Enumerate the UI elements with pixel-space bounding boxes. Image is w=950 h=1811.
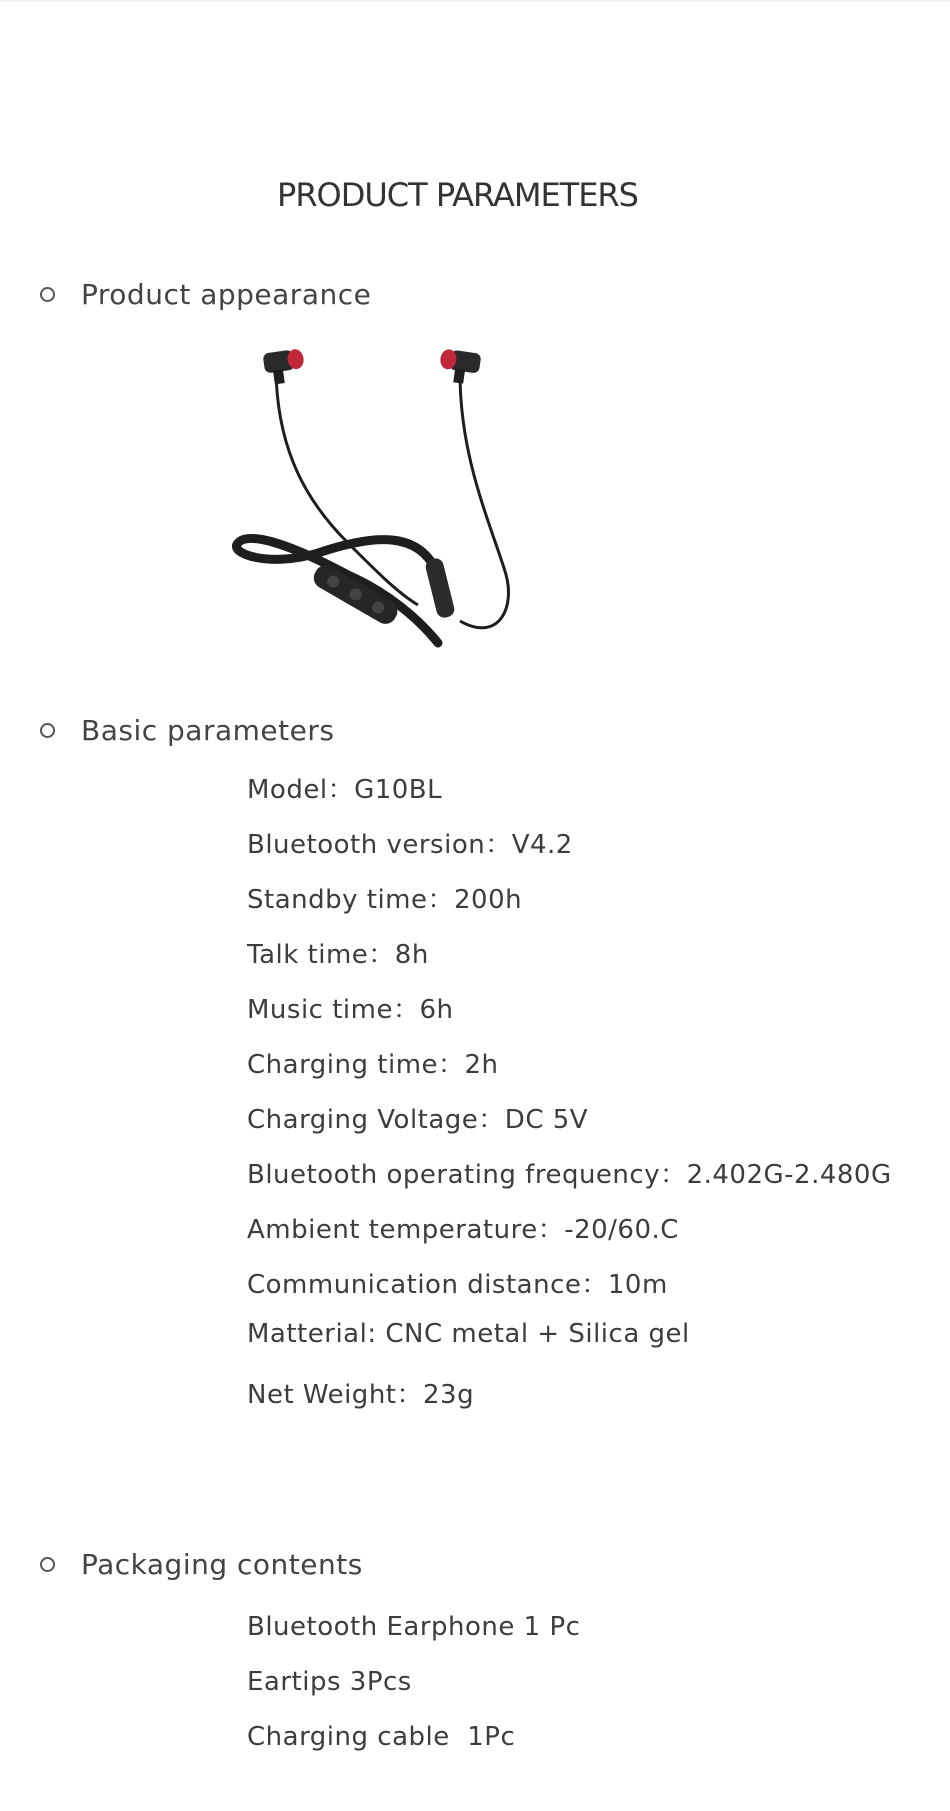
circle-bullet-icon xyxy=(40,723,55,738)
section-label: Product appearance xyxy=(81,278,372,311)
param-music-time: Music time：6h xyxy=(247,995,454,1025)
section-label: Basic parameters xyxy=(81,714,335,747)
page-title: PRODUCT PARAMETERS xyxy=(277,176,638,214)
earphones-image xyxy=(228,343,528,663)
package-item-charging-cable: Charging cable 1Pc xyxy=(247,1722,516,1752)
param-model: Model：G10BL xyxy=(247,775,443,805)
param-bluetooth-version: Bluetooth version：V4.2 xyxy=(247,830,573,860)
param-communication-distance: Communication distance：10m xyxy=(247,1270,668,1300)
param-talk-time: Talk time：8h xyxy=(247,940,429,970)
top-divider xyxy=(0,0,950,2)
param-ambient-temperature: Ambient temperature：-20/60.C xyxy=(247,1215,679,1245)
param-net-weight: Net Weight：23g xyxy=(247,1380,475,1410)
section-label: Packaging contents xyxy=(81,1548,363,1581)
circle-bullet-icon xyxy=(40,1557,55,1572)
param-charging-voltage: Charging Voltage：DC 5V xyxy=(247,1105,589,1135)
param-material: Matterial: CNC metal + Silica gel xyxy=(247,1319,690,1349)
param-standby-time: Standby time：200h xyxy=(247,885,523,915)
section-product-appearance xyxy=(40,278,371,311)
section-packaging-contents xyxy=(40,1548,363,1581)
section-basic-parameters xyxy=(40,714,334,747)
circle-bullet-icon xyxy=(40,287,55,302)
package-item-earphone: Bluetooth Earphone 1 Pc xyxy=(247,1612,581,1642)
param-charging-time: Charging time：2h xyxy=(247,1050,499,1080)
package-item-eartips: Eartips 3Pcs xyxy=(247,1667,412,1697)
param-operating-frequency: Bluetooth operating frequency：2.402G-2.480G xyxy=(247,1160,892,1190)
